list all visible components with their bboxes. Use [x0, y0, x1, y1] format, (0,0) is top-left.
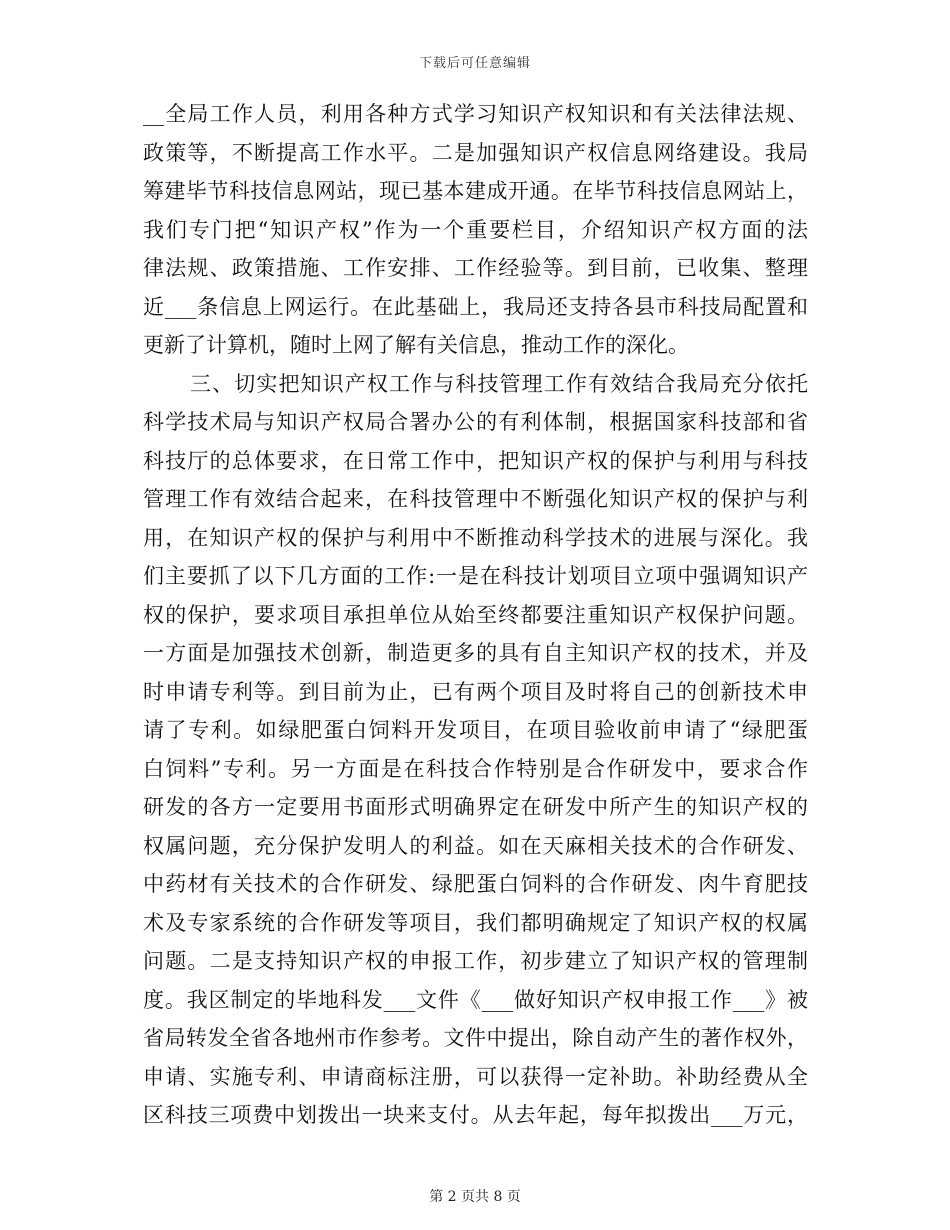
text-line: 们主要抓了以下几方面的工作:一是在科技计划项目立项中强调知识产	[143, 564, 808, 588]
text-line: 用，在知识产权的保护与利用中不断推动科学技术的进展与深化。我	[143, 525, 808, 550]
text-line: 术及专家系统的合作研发等项目，我们都明确规定了知识产权的权属	[143, 910, 808, 935]
text-line: 请了专利。如绿肥蛋白饲料开发项目，在项目验收前申请了“绿肥蛋	[143, 718, 808, 742]
text-line: 筹建毕节科技信息网站，现已基本建成开通。在毕节科技信息网站上，	[143, 179, 808, 203]
page-number: 第 2 页共 8 页	[429, 1189, 521, 1205]
text-line: 中药材有关技术的合作研发、绿肥蛋白饲料的合作研发、肉牛育肥技	[143, 872, 808, 896]
section-heading-line: 三、切实把知识产权工作与科技管理工作有效结合我局充分依托	[190, 371, 808, 396]
text-line: 政策等，不断提高工作水平。二是加强知识产权信息网络建设。我局	[143, 140, 808, 165]
text-line: __全局工作人员，利用各种方式学习知识产权知识和有关法律法规、	[143, 102, 808, 126]
text-line: 管理工作有效结合起来，在科技管理中不断强化知识产权的保护与利	[143, 487, 808, 511]
text-line: 问题。二是支持知识产权的申报工作，初步建立了知识产权的管理制	[143, 949, 808, 973]
text-line: 权的保护，要求项目承担单位从始至终都要注重知识产权保护问题。	[143, 602, 808, 627]
text-line: 权属问题，充分保护发明人的利益。如在天麻相关技术的合作研发、	[143, 833, 808, 858]
text-line: 区科技三项费中划拨出一块来支付。从去年起，每年拟拨出___万元，	[143, 1103, 808, 1127]
text-line: 时申请专利等。到目前为止，已有两个项目及时将自己的创新技术申	[143, 679, 808, 704]
text-line: 科学技术局与知识产权局合署办公的有利体制，根据国家科技部和省	[143, 410, 808, 434]
text-line: 更新了计算机，随时上网了解有关信息，推动工作的深化。	[143, 333, 689, 357]
text-line: 近___条信息上网运行。在此基础上，我局还支持各县市科技局配置和	[143, 294, 808, 319]
text-line: 申请、实施专利、申请商标注册，可以获得一定补助。补助经费从全	[143, 1064, 808, 1089]
text-line: 省局转发全省各地州市作参考。文件中提出，除自动产生的著作权外，	[143, 1026, 808, 1050]
text-line: 研发的各方一定要用书面形式明确界定在研发中所产生的知识产权的	[143, 795, 808, 819]
text-line: 我们专门把“知识产权”作为一个重要栏目，介绍知识产权方面的法	[143, 217, 808, 242]
text-line: 律法规、政策措施、工作安排、工作经验等。到目前，已收集、整理	[143, 256, 808, 280]
text-line: 一方面是加强技术创新，制造更多的具有自主知识产权的技术，并及	[143, 641, 808, 665]
text-line: 白饲料”专利。另一方面是在科技合作特别是合作研发中，要求合作	[143, 756, 808, 781]
text-line: 度。我区制定的毕地科发___文件《___做好知识产权申报工作___》被	[143, 987, 808, 1012]
text-line: 科技厅的总体要求，在日常工作中，把知识产权的保护与利用与科技	[143, 448, 808, 473]
page-header: 下载后可任意编辑	[418, 56, 531, 71]
document-body	[143, 95, 808, 1135]
